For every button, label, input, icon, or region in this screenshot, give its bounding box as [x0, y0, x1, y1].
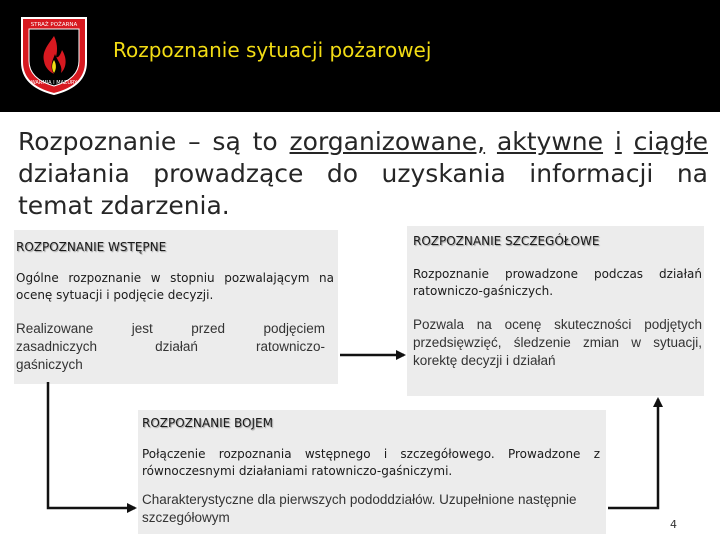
combat-recognition-note: Charakterystyczne dla pierwszych pododdziałów. Uzupełnione następnie szczegółowym [142, 492, 577, 525]
intro-rest: działania prowadzące do uzyskania informacji na temat zdarzenia. [18, 159, 708, 220]
initial-note-line-3: gaśniczych [16, 357, 83, 372]
combat-recognition-desc: Połączenie rozpoznania wstępnego i szczegółowego. Prowadzone z równoczesnymi działaniami ratowniczo-gaśniczymi. [142, 447, 600, 478]
detailed-recognition-title: ROZPOZNANIE SZCZEGÓŁOWE [413, 234, 600, 248]
initial-recognition-desc: Ogólne rozpoznanie w stopniu pozwalającym na ocenę sytuacji i podjęcie decyzji. [16, 271, 334, 302]
intro-word-active: aktywne [496, 127, 604, 156]
arrow-initial-to-combat [48, 382, 135, 508]
fire-brigade-logo [18, 16, 90, 96]
initial-recognition-title: ROZPOZNANIE WSTĘPNE [16, 240, 167, 254]
detailed-recognition-desc: Rozpoznanie prowadzone podczas działań ratowniczo-gaśniczych. [413, 267, 702, 298]
detailed-recognition-note: Pozwala na ocenę skuteczności podjętych przedsięwzięć, śledzenie zmian w sytuacji, korektę decyzji i działań [413, 317, 702, 368]
intro-word-continuous: ciągłe [633, 127, 709, 156]
intro-dash: – są to [176, 127, 290, 156]
arrow-combat-to-detailed [608, 399, 658, 508]
combat-recognition-box [138, 410, 606, 534]
page-number: 4 [670, 518, 677, 531]
slide-title: Rozpoznanie sytuacji pożarowej [113, 38, 432, 62]
initial-note-line-1: Realizowane jest przed podjęciem [16, 321, 325, 336]
intro-word-and: i [614, 127, 622, 156]
initial-recognition-box [14, 230, 338, 384]
intro-word-organized: zorganizowane, [289, 127, 486, 156]
initial-note-line-2: zasadniczych działań ratowniczo- [16, 339, 325, 354]
combat-recognition-title: ROZPOZNANIE BOJEM [142, 416, 273, 430]
detailed-recognition-box [407, 226, 704, 396]
logo-text-top: STRAŻ POŻARNA [30, 22, 78, 28]
header-bar [0, 0, 720, 112]
intro-definition [18, 126, 708, 222]
intro-term: Rozpoznanie [18, 127, 177, 156]
logo-text-bottom: WARMIA I MAZURY [30, 80, 78, 86]
initial-recognition-note [16, 320, 325, 374]
